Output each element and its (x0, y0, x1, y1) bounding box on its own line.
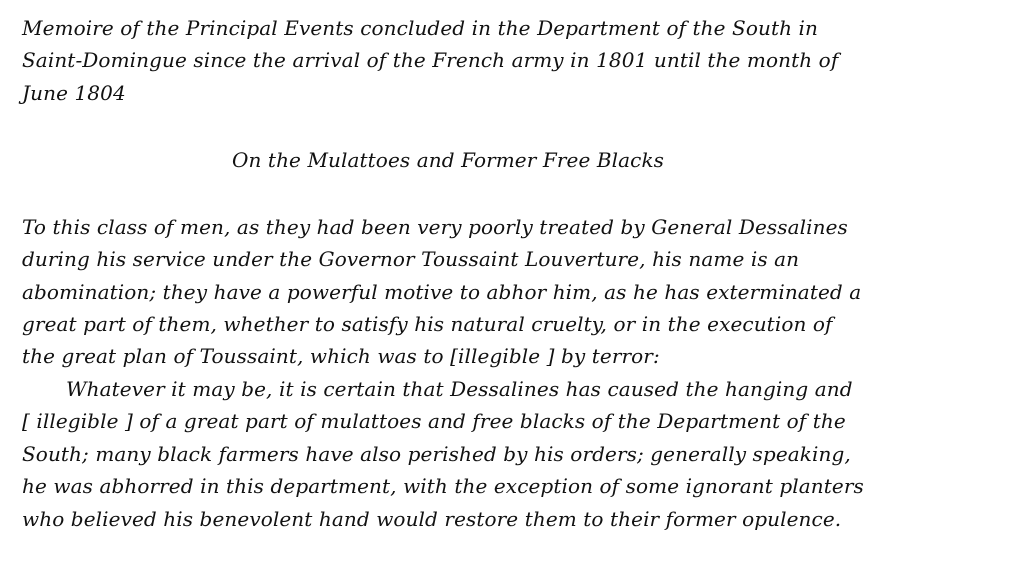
body-line-2: during his service under the Governor Toussaint Louverture, his name is an (22, 247, 800, 271)
document-title-line-2: Saint-Domingue since the arrival of the French army in 1801 until the month of (22, 48, 839, 72)
document-title-line-3: June 1804 (22, 81, 126, 105)
body-line-8: South; many black farmers have also perished by his orders; generally speaking, (22, 442, 851, 466)
body-line-6: Whatever it may be, it is certain that Dessalines has caused the hanging and (66, 377, 853, 401)
section-heading: On the Mulattoes and Former Free Blacks (232, 148, 665, 172)
body-line-4: great part of them, whether to satisfy his natural cruelty, or in the execution of (22, 312, 833, 336)
body-line-5: the great plan of Toussaint, which was to [illegible ] by terror: (22, 344, 660, 368)
body-line-3: abomination; they have a powerful motive to abhor him, as he has exterminated a (22, 280, 862, 304)
body-line-9: he was abhorred in this department, with the exception of some ignorant planters (22, 474, 864, 498)
body-line-1: To this class of men, as they had been very poorly treated by General Dessalines (22, 215, 848, 239)
body-line-7: [ illegible ] of a great part of mulattoes and free blacks of the Department of the (22, 409, 846, 433)
body-line-10: who believed his benevolent hand would restore them to their former opulence. (22, 507, 842, 531)
document-title-line-1: Memoire of the Principal Events concluded in the Department of the South in (22, 16, 819, 40)
